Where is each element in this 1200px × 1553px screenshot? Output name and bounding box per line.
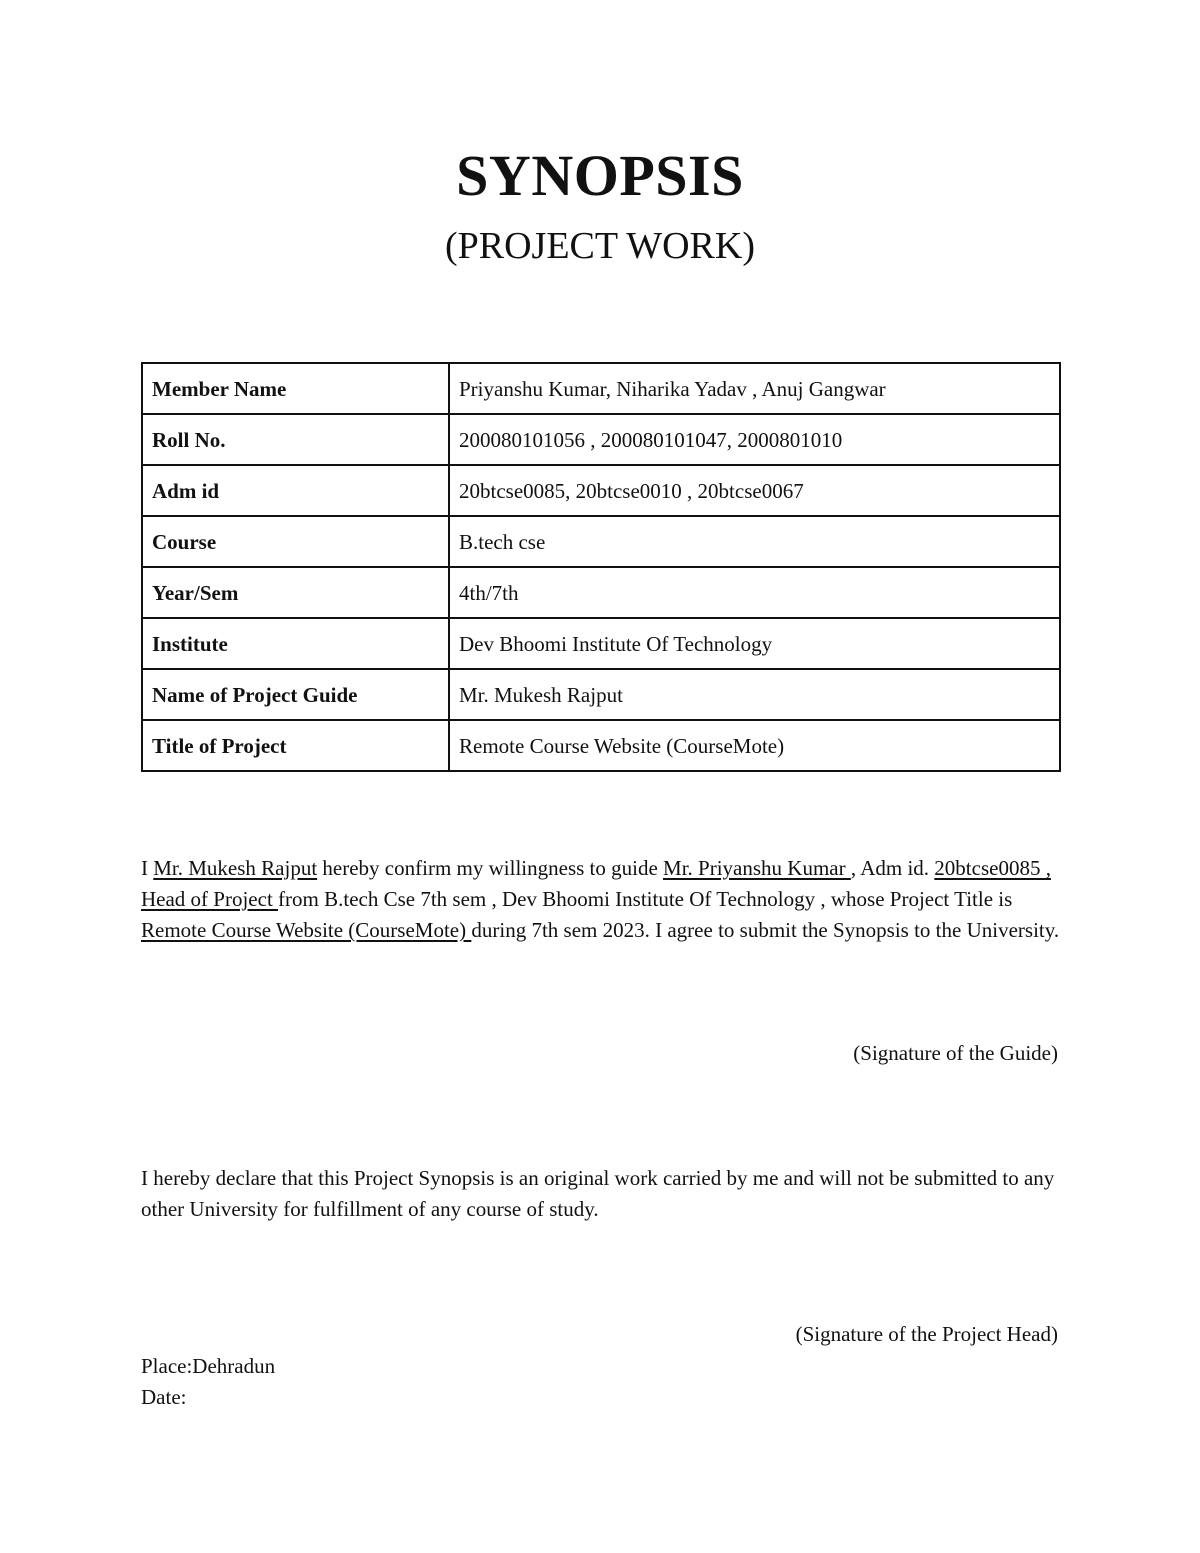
document-title: SYNOPSIS bbox=[456, 143, 744, 208]
row-label: Course bbox=[142, 516, 449, 567]
row-label: Name of Project Guide bbox=[142, 669, 449, 720]
guide-signature-label: (Signature of the Guide) bbox=[853, 1041, 1058, 1065]
table-row bbox=[142, 414, 1060, 465]
row-label: Institute bbox=[142, 618, 449, 669]
project-details-table bbox=[141, 362, 1061, 772]
project-head-signature-label: (Signature of the Project Head) bbox=[795, 1322, 1058, 1346]
table-row bbox=[142, 516, 1060, 567]
row-label: Member Name bbox=[142, 363, 449, 414]
guide-name: Mr. Mukesh Rajput bbox=[153, 856, 318, 880]
row-value: Priyanshu Kumar, Niharika Yadav , Anuj Gangwar bbox=[449, 363, 1060, 414]
row-value: 4th/7th bbox=[449, 567, 1060, 618]
confirmation-text: from B.tech Cse 7th sem , Dev Bhoomi Institute Of Technology , whose Project Title is bbox=[278, 887, 1013, 911]
guide-confirmation-paragraph bbox=[141, 853, 1061, 946]
table-row bbox=[142, 465, 1060, 516]
row-value: 20btcse0085, 20btcse0010 , 20btcse0067 bbox=[449, 465, 1060, 516]
place-field: Place:Dehradun bbox=[141, 1354, 276, 1378]
table-row bbox=[142, 720, 1060, 771]
row-value: Dev Bhoomi Institute Of Technology bbox=[449, 618, 1060, 669]
row-label: Adm id bbox=[142, 465, 449, 516]
table-row bbox=[142, 363, 1060, 414]
row-label: Title of Project bbox=[142, 720, 449, 771]
student-name: Mr. Priyanshu Kumar bbox=[663, 856, 851, 880]
row-value: Mr. Mukesh Rajput bbox=[449, 669, 1060, 720]
row-label: Year/Sem bbox=[142, 567, 449, 618]
project-role: Head of Project bbox=[141, 887, 279, 911]
row-value: 200080101056 , 200080101047, 2000801010 bbox=[449, 414, 1060, 465]
confirmation-text: hereby confirm my willingness to guide bbox=[317, 856, 664, 880]
document-subtitle: (PROJECT WORK) bbox=[444, 225, 755, 267]
confirmation-text: during 7th sem 2023. I agree to submit the Synopsis to the University. bbox=[471, 918, 1060, 942]
row-label: Roll No. bbox=[142, 414, 449, 465]
row-value: Remote Course Website (CourseMote) bbox=[449, 720, 1060, 771]
date-field: Date: bbox=[141, 1385, 187, 1409]
table-row bbox=[142, 669, 1060, 720]
declaration-paragraph: I hereby declare that this Project Synopsis is an original work carried by me and will not be submitted to any other University for fulfillment of any course of study. bbox=[141, 1166, 1055, 1221]
confirmation-text: , Adm id. bbox=[850, 856, 935, 880]
table-row bbox=[142, 618, 1060, 669]
adm-id: 20btcse0085 , bbox=[934, 856, 1051, 880]
confirmation-text: I bbox=[141, 856, 154, 880]
row-value: B.tech cse bbox=[449, 516, 1060, 567]
table-row bbox=[142, 567, 1060, 618]
project-title: Remote Course Website (CourseMote) bbox=[141, 918, 472, 942]
